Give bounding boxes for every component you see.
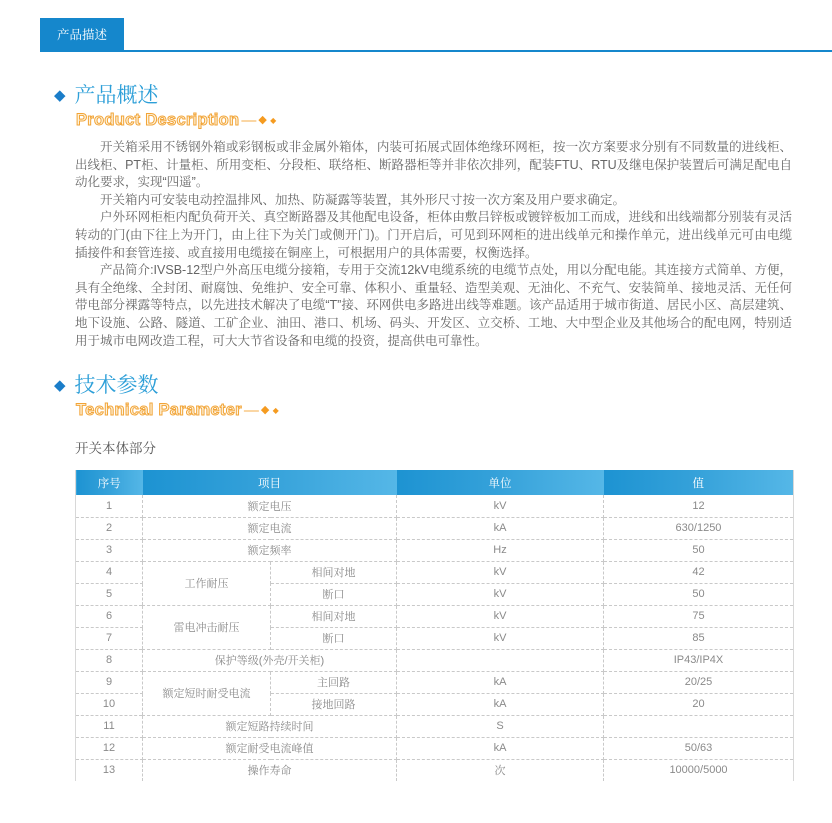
cell-value xyxy=(604,715,794,737)
cell-no: 12 xyxy=(76,737,143,759)
paragraph: 开关箱内可安装电动控温排风、加热、防凝露等装置，其外形尺寸按一次方案及用户要求确定。 xyxy=(100,192,626,207)
cell-item: 操作寿命 xyxy=(143,759,397,781)
table-row xyxy=(76,715,794,737)
cell-value: 75 xyxy=(604,605,794,627)
cell-item: 额定耐受电流峰值 xyxy=(143,737,397,759)
table-row xyxy=(76,759,794,781)
cell-item: 保护等级(外壳/开关柜) xyxy=(143,649,397,671)
cell-value: 20 xyxy=(604,693,794,715)
cell-item: 额定短路持续时间 xyxy=(143,715,397,737)
section-product-overview xyxy=(54,82,832,131)
cell-value: 50/63 xyxy=(604,737,794,759)
cell-sub-item: 主回路 xyxy=(271,671,397,693)
section-title-en xyxy=(76,400,832,421)
diamond-icon: ◆ xyxy=(54,87,66,104)
cell-item: 额定频率 xyxy=(143,539,397,561)
cell-no: 2 xyxy=(76,517,143,539)
heading-decor xyxy=(242,400,279,421)
product-page xyxy=(0,18,832,823)
section-title-en xyxy=(76,110,832,131)
cell-unit: kA xyxy=(397,517,604,539)
cell-value: 50 xyxy=(604,583,794,605)
section-title-en-text: Technical Parameter xyxy=(76,401,242,420)
paragraph: 户外环网柜柜内配负荷开关、真空断路器及其他配电设备，柜体由敷吕锌板或镀锌板加工而成，进线和出线端都分别装有灵活转动的门(由下往上为开门，由上往下为关门或侧开门)。门开启后，可见到环网柜的进出线单元和操作单元，进出线单元可由电缆插接件和套管连接、或直接用电缆接在铜座上，可根据用户的具体需要，权衡选择。 xyxy=(75,210,792,260)
cell-unit: S xyxy=(397,715,604,737)
cell-value: 12 xyxy=(604,495,794,517)
table-header-row xyxy=(76,470,794,495)
cell-no: 1 xyxy=(76,495,143,517)
section-title-cn: 技术参数 xyxy=(74,374,159,398)
cell-unit: kV xyxy=(397,495,604,517)
cell-no: 9 xyxy=(76,671,143,693)
tab-product-description[interactable]: 产品描述 xyxy=(40,18,124,50)
cell-no: 6 xyxy=(76,605,143,627)
overview-text xyxy=(75,139,792,350)
cell-unit: kV xyxy=(397,583,604,605)
col-header-value: 值 xyxy=(604,470,794,495)
cell-item: 额定电流 xyxy=(143,517,397,539)
table-row xyxy=(76,495,794,517)
cell-item: 雷电冲击耐压 xyxy=(143,605,271,649)
spec-table xyxy=(75,470,794,781)
cell-no: 10 xyxy=(76,693,143,715)
cell-no: 11 xyxy=(76,715,143,737)
paragraph: 产品简介:IVSB-12型户外高压电缆分接箱，专用于交流12kV电缆系统的电缆节点处，用以分配电能。其连接方式简单、方便，具有全绝缘、全封闭、耐腐蚀、免维护、安全可靠、体积小、重量轻、造型美观、无油化、不充气、安装简单、接地灵活、无任何带电部分裸露等特点，以先进技术解决了电缆“T”接、环网供电多路进出线等难题。该产品适用于城市街道、居民小区、高层建筑、地下设施、公路、隧道、工矿企业、油田、港口、机场、码头、开发区、立交桥、工地、大中型企业及其他场合的配电网，特别适用于城市电网改造工程，可大大节省设备和电缆的投资，提高供电可靠性。 xyxy=(75,263,792,348)
cell-sub-item: 相间对地 xyxy=(271,605,397,627)
col-header-no: 序号 xyxy=(76,470,143,495)
cell-no: 5 xyxy=(76,583,143,605)
cell-item: 额定电压 xyxy=(143,495,397,517)
table-row xyxy=(76,561,794,583)
cell-sub-item: 断口 xyxy=(271,627,397,649)
dash-icon: — xyxy=(243,402,257,420)
table-row xyxy=(76,737,794,759)
cell-unit: Hz xyxy=(397,539,604,561)
diamond-icon: ◆ xyxy=(270,116,277,125)
col-header-unit: 单位 xyxy=(397,470,604,495)
diamond-icon: ◆ xyxy=(260,404,270,417)
cell-unit: kA xyxy=(397,737,604,759)
diamond-icon: ◆ xyxy=(272,406,280,416)
cell-sub-item: 接地回路 xyxy=(271,693,397,715)
cell-no: 4 xyxy=(76,561,143,583)
dash-icon: — xyxy=(241,112,255,129)
cell-value: 85 xyxy=(604,627,794,649)
cell-value: 50 xyxy=(604,539,794,561)
section-heading xyxy=(54,82,832,109)
switch-body-label: 开关本体部分 xyxy=(75,441,156,457)
cell-item: 工作耐压 xyxy=(143,561,271,605)
section-title-en-text: Product Description xyxy=(76,111,240,129)
cell-no: 13 xyxy=(76,759,143,781)
table-row xyxy=(76,539,794,561)
cell-unit: kV xyxy=(397,561,604,583)
section-title-cn: 产品概述 xyxy=(74,84,159,107)
diamond-icon: ◆ xyxy=(258,114,268,126)
table-row xyxy=(76,649,794,671)
cell-unit: kA xyxy=(397,693,604,715)
table-row xyxy=(76,517,794,539)
section-technical-parameters xyxy=(54,372,832,421)
cell-no: 8 xyxy=(76,649,143,671)
table-row xyxy=(76,671,794,693)
tab-bar xyxy=(40,18,832,52)
cell-value: 42 xyxy=(604,561,794,583)
cell-unit: kV xyxy=(397,605,604,627)
heading-decor xyxy=(239,110,276,131)
cell-value: IP43/IP4X xyxy=(604,649,794,671)
cell-sub-item: 断口 xyxy=(271,583,397,605)
cell-unit: kV xyxy=(397,627,604,649)
paragraph: 开关箱采用不锈钢外箱或彩钢板或非金属外箱体，内装可拓展式固体绝缘环网柜，按一次方案要求分别有不同数量的进线柜、出线柜、PT柜、计量柜、所用变柜、分段柜、联络柜、断路器柜等并非依次排列，配装FTU、RTU及继电保护装置后可满足配电自动化要求，实现“四遥”。 xyxy=(75,140,792,190)
cell-unit: 次 xyxy=(397,759,604,781)
cell-unit: kA xyxy=(397,671,604,693)
cell-item: 额定短时耐受电流 xyxy=(143,671,271,715)
diamond-icon: ◆ xyxy=(54,377,66,395)
cell-value: 20/25 xyxy=(604,671,794,693)
cell-sub-item: 相间对地 xyxy=(271,561,397,583)
col-header-item: 项目 xyxy=(143,470,397,495)
cell-no: 7 xyxy=(76,627,143,649)
cell-no: 3 xyxy=(76,539,143,561)
section-heading xyxy=(54,372,832,399)
cell-value: 630/1250 xyxy=(604,517,794,539)
cell-value: 10000/5000 xyxy=(669,764,728,777)
table-row xyxy=(76,605,794,627)
cell-unit xyxy=(397,649,604,671)
